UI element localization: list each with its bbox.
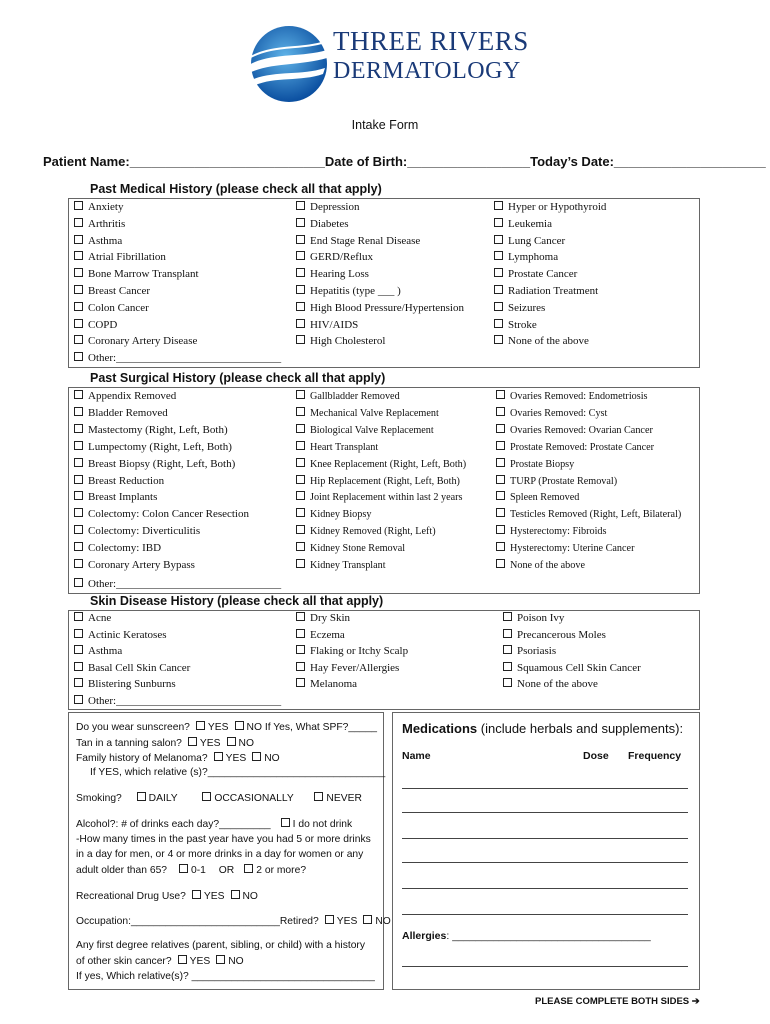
checklist-item-label: Spleen Removed — [510, 492, 580, 504]
checkbox[interactable] — [296, 235, 305, 244]
checklist-item-label: Ovaries Removed: Endometriosis — [510, 391, 648, 402]
checklist-item-label: Blistering Sunburns — [88, 678, 176, 691]
checkbox[interactable] — [74, 441, 83, 450]
med-col-frequency: Frequency — [628, 750, 682, 762]
checkbox[interactable] — [74, 201, 83, 210]
checklist-item-label: None of the above — [517, 678, 598, 691]
checklist-item-label: Hyper or Hypothyroid — [508, 201, 607, 213]
checklist-item-label: Breast Cancer — [88, 285, 150, 297]
checkbox[interactable] — [74, 559, 83, 568]
checkbox[interactable] — [296, 525, 305, 534]
checkbox[interactable] — [74, 662, 83, 671]
checklist-item[interactable] — [496, 475, 617, 487]
checklist-item-label: Mechanical Valve Replacement — [310, 407, 439, 419]
patient-info-line[interactable]: Patient Name:___________________________Date of Birth:_________________Today’s Date:_____________________ — [43, 154, 766, 169]
checklist-item[interactable] — [74, 475, 164, 487]
checklist-item[interactable] — [494, 218, 552, 230]
checklist-item-label: Basal Cell Skin Cancer — [88, 661, 191, 674]
checklist-item[interactable] — [494, 201, 606, 213]
checklist-item-label: Stroke — [508, 318, 537, 331]
checkbox[interactable] — [496, 441, 505, 450]
checklist-item-label: Colectomy: Diverticulitis — [88, 525, 201, 538]
checkbox[interactable] — [74, 352, 83, 361]
binge-line1: -How many times in the past year have you had 5 or more drinks — [76, 834, 371, 845]
checkbox[interactable] — [296, 441, 305, 450]
checkbox[interactable] — [296, 302, 305, 311]
relatives-yes-checkbox[interactable] — [178, 955, 187, 964]
checklist-item[interactable] — [296, 251, 373, 263]
drug-no-checkbox[interactable] — [231, 890, 240, 899]
checklist-item[interactable] — [296, 235, 420, 247]
checklist-item-label: TURP (Prostate Removal) — [510, 475, 618, 487]
checklist-item-label: Hepatitis (type ___ ) — [310, 285, 401, 297]
checklist-item[interactable] — [503, 662, 641, 674]
relatives-no-checkbox[interactable] — [216, 955, 225, 964]
checkbox[interactable] — [296, 407, 305, 416]
checkbox[interactable] — [74, 302, 83, 311]
sunscreen-question: Do you wear sunscreen? YES NO If Yes, What SPF?_____ — [76, 722, 378, 733]
checklist-item-label: Prostate Removed: Prostate Cancer — [510, 441, 655, 453]
drug-question: Recreational Drug Use? YES NO — [76, 891, 258, 902]
checkbox[interactable] — [296, 645, 305, 654]
checkbox[interactable] — [494, 235, 503, 244]
checkbox[interactable] — [494, 201, 503, 210]
checklist-item[interactable] — [496, 491, 579, 503]
checkbox[interactable] — [296, 201, 305, 210]
sunscreen-yes-checkbox[interactable] — [196, 721, 205, 730]
skin-history-title: Skin Disease History (please check all that apply) — [90, 594, 384, 608]
checklist-item-label: Dry Skin — [310, 612, 351, 624]
checklist-item[interactable] — [494, 335, 589, 347]
melanoma-family-question: Family history of Melanoma? YES NO — [76, 753, 280, 764]
checklist-item-label: Diabetes — [310, 217, 349, 230]
checklist-item[interactable] — [496, 458, 574, 470]
checklist-item[interactable] — [74, 645, 122, 657]
checkbox[interactable] — [74, 475, 83, 484]
checklist-item-label: Prostate Cancer — [508, 268, 578, 281]
checkbox[interactable] — [296, 424, 305, 433]
checklist-item[interactable] — [74, 695, 281, 707]
checkbox[interactable] — [503, 629, 512, 638]
binge-line2: in a day for men, or 4 or more drinks in a day for women or any — [76, 849, 364, 860]
checklist-item[interactable] — [296, 475, 460, 487]
checklist-item[interactable] — [296, 458, 466, 470]
checklist-item[interactable] — [296, 302, 464, 314]
checklist-item[interactable] — [494, 302, 545, 314]
checklist-item[interactable] — [296, 441, 378, 453]
checkbox[interactable] — [296, 251, 305, 260]
med-col-name: Name — [402, 750, 431, 762]
checklist-item-label: Coronary Artery Bypass — [88, 559, 195, 571]
checklist-item-label: Actinic Keratoses — [88, 628, 167, 641]
checklist-item-label: Breast Reduction — [88, 474, 165, 487]
checkbox[interactable] — [494, 302, 503, 311]
medication-line[interactable] — [402, 812, 688, 813]
checkbox[interactable] — [494, 251, 503, 260]
checkbox[interactable] — [296, 662, 305, 671]
checklist-item[interactable] — [496, 407, 607, 419]
checklist-item-label: Flaking or Itchy Scalp — [310, 645, 409, 658]
checklist-item[interactable] — [503, 629, 606, 641]
checklist-item[interactable] — [74, 302, 149, 314]
medication-line[interactable] — [402, 914, 688, 915]
tanning-question: Tan in a tanning salon? YES NO — [76, 738, 254, 749]
binge-2more-checkbox[interactable] — [244, 864, 253, 873]
checkbox[interactable] — [296, 629, 305, 638]
checkbox[interactable] — [494, 268, 503, 277]
checkbox[interactable] — [296, 612, 305, 621]
smoking-question: Smoking? DAILY OCCASIONALLY NEVER — [76, 793, 362, 804]
checklist-item[interactable] — [296, 407, 439, 419]
checklist-item-label: Joint Replacement within last 2 years — [310, 492, 463, 504]
checklist-item-label: Asthma — [88, 645, 123, 658]
surgical-history-title: Past Surgical History (please check all that apply) — [90, 371, 386, 385]
retired-no-checkbox[interactable] — [363, 915, 372, 924]
checkbox[interactable] — [74, 390, 83, 399]
medication-line[interactable] — [402, 838, 688, 839]
medication-line[interactable] — [402, 862, 688, 863]
checklist-item[interactable] — [74, 319, 117, 331]
occupation-question: Occupation:__________________________Retired? YES NO — [76, 916, 391, 927]
checklist-item[interactable] — [494, 285, 598, 297]
sunscreen-no-checkbox[interactable] — [235, 721, 244, 730]
checklist-item[interactable] — [296, 319, 358, 331]
checklist-item-label: Colon Cancer — [88, 301, 149, 314]
checklist-item[interactable] — [74, 285, 150, 297]
checklist-item-label: Seizures — [508, 301, 546, 314]
checkbox[interactable] — [494, 218, 503, 227]
no-drink-checkbox[interactable] — [281, 818, 290, 827]
alcohol-question: Alcohol?: # of drinks each day?_________ I do not drink — [76, 819, 353, 830]
checklist-item-label: Melanoma — [310, 678, 358, 691]
checkbox[interactable] — [74, 319, 83, 328]
melanoma-no-checkbox[interactable] — [252, 752, 261, 761]
checklist-item[interactable] — [296, 285, 401, 297]
checklist-item-label: Acne — [88, 612, 112, 624]
checklist-item-label: Knee Replacement (Right, Left, Both) — [310, 458, 467, 470]
checklist-item[interactable] — [494, 251, 558, 263]
medical-history-title: Past Medical History (please check all that apply) — [90, 182, 382, 196]
checklist-item[interactable] — [296, 508, 371, 520]
checkbox[interactable] — [503, 612, 512, 621]
practice-logo — [245, 22, 535, 108]
checklist-item[interactable] — [74, 542, 161, 554]
checklist-item[interactable] — [296, 268, 369, 280]
checkbox[interactable] — [74, 645, 83, 654]
checkbox[interactable] — [296, 559, 305, 568]
checklist-item-label: Mastectomy (Right, Left, Both) — [88, 423, 228, 436]
checkbox[interactable] — [74, 335, 83, 344]
checklist-item[interactable] — [74, 678, 176, 690]
checklist-item-label: Leukemia — [508, 217, 552, 230]
checklist-item[interactable] — [296, 678, 357, 690]
checklist-item-label: Prostate Biopsy — [510, 458, 575, 470]
checklist-item-label: Bone Marrow Transplant — [88, 268, 199, 281]
checklist-item-label: Poison Ivy — [517, 612, 565, 624]
checklist-item-label: High Cholesterol — [310, 335, 386, 348]
checkbox[interactable] — [496, 542, 505, 551]
checklist-item-label: Anxiety — [88, 201, 124, 213]
smoking-never-checkbox[interactable] — [314, 792, 323, 801]
checklist-item-label: Colectomy: Colon Cancer Resection — [88, 508, 249, 521]
checkbox[interactable] — [74, 629, 83, 638]
checklist-item[interactable] — [296, 390, 400, 402]
logo-emblem-icon — [245, 22, 327, 108]
smoking-occasionally-checkbox[interactable] — [202, 792, 211, 801]
logo-text-line2: DERMATOLOGY — [333, 58, 521, 84]
checkbox[interactable] — [74, 578, 83, 587]
checklist-item[interactable] — [74, 424, 228, 436]
checklist-item[interactable] — [496, 508, 681, 520]
checklist-item[interactable] — [74, 268, 199, 280]
checkbox[interactable] — [74, 251, 83, 260]
checklist-item-label: Lung Cancer — [508, 234, 566, 247]
checklist-item-label: Testicles Removed (Right, Left, Bilateral) — [510, 509, 682, 521]
checkbox[interactable] — [74, 612, 83, 621]
checklist-item[interactable] — [74, 491, 157, 503]
surgical-other[interactable]: Other:______________________________ — [74, 578, 281, 590]
checkbox[interactable] — [74, 525, 83, 534]
checkbox[interactable] — [74, 695, 83, 704]
checkbox[interactable] — [296, 542, 305, 551]
checkbox[interactable] — [296, 319, 305, 328]
checklist-item[interactable] — [74, 251, 166, 263]
checklist-item-label: Hearing Loss — [310, 268, 369, 281]
checklist-item-label: Kidney Removed (Right, Left) — [310, 526, 436, 538]
checklist-item-label: Depression — [310, 201, 360, 213]
checklist-item[interactable] — [494, 268, 577, 280]
checklist-item-label: Breast Implants — [88, 491, 158, 504]
binge-01-checkbox[interactable] — [179, 864, 188, 873]
relatives-line2: of other skin cancer? YES NO — [76, 956, 244, 967]
checkbox[interactable] — [74, 268, 83, 277]
med-col-dose: Dose — [583, 750, 609, 762]
checklist-item-label: Eczema — [310, 628, 345, 641]
checklist-item[interactable] — [74, 218, 125, 230]
checklist-item[interactable] — [296, 335, 385, 347]
checklist-item-label: Gallbladder Removed — [310, 391, 400, 402]
checklist-item[interactable] — [74, 629, 167, 641]
checklist-item-label: Colectomy: IBD — [88, 542, 162, 555]
checkbox[interactable] — [74, 458, 83, 467]
checklist-item-label: Kidney Transplant — [310, 560, 386, 571]
relatives-line1: Any first degree relatives (parent, sibling, or child) with a history — [76, 940, 366, 951]
tanning-yes-checkbox[interactable] — [188, 737, 197, 746]
checkbox[interactable] — [494, 285, 503, 294]
checklist-item[interactable] — [296, 424, 434, 436]
checklist-item-label: Ovaries Removed: Ovarian Cancer — [510, 424, 653, 436]
checklist-item[interactable] — [74, 441, 232, 453]
checklist-item-label: Breast Biopsy (Right, Left, Both) — [88, 457, 236, 470]
checklist-item-label: Atrial Fibrillation — [88, 251, 166, 264]
checkbox[interactable] — [74, 218, 83, 227]
checklist-item[interactable] — [296, 662, 399, 674]
form-title: Intake Form — [351, 118, 419, 132]
checklist-item[interactable] — [296, 218, 348, 230]
medication-line[interactable] — [402, 888, 688, 889]
checklist-item[interactable] — [296, 612, 350, 624]
checklist-item[interactable] — [296, 491, 463, 503]
checkbox[interactable] — [74, 407, 83, 416]
checklist-item-label: Arthritis — [88, 217, 126, 230]
checklist-item-label: End Stage Renal Disease — [310, 234, 421, 247]
checkbox[interactable] — [496, 475, 505, 484]
checkbox[interactable] — [296, 390, 305, 399]
retired-yes-checkbox[interactable] — [325, 915, 334, 924]
checkbox[interactable] — [503, 645, 512, 654]
checklist-item[interactable] — [74, 662, 190, 674]
checklist-item-label: Asthma — [88, 234, 123, 247]
checklist-item[interactable] — [296, 542, 405, 554]
relative-field[interactable]: If YES, which relative (s)?_______________________________ — [90, 767, 386, 778]
checklist-item-label: Other:______________________________ — [88, 352, 282, 365]
checklist-item[interactable] — [494, 319, 537, 331]
checkbox[interactable] — [494, 319, 503, 328]
binge-line3: adult older than 65? 0-1 OR 2 or more? — [76, 865, 307, 876]
checklist-item[interactable] — [503, 678, 598, 690]
checklist-item-label: Hysterectomy: Uterine Cancer — [510, 543, 635, 555]
checklist-item-label: None of the above — [510, 560, 585, 571]
checkbox[interactable] — [496, 458, 505, 467]
checklist-item-label: Hip Replacement (Right, Left, Both) — [310, 475, 460, 487]
checkbox[interactable] — [296, 335, 305, 344]
checkbox[interactable] — [296, 458, 305, 467]
checklist-item-label: Radiation Treatment — [508, 285, 599, 297]
footer-note: PLEASE COMPLETE BOTH SIDES ➔ — [535, 996, 700, 1007]
checklist-item-label: Precancerous Moles — [517, 628, 606, 641]
checklist-item[interactable] — [496, 424, 653, 436]
checklist-item[interactable] — [74, 235, 122, 247]
melanoma-yes-checkbox[interactable] — [214, 752, 223, 761]
checklist-item-label: High Blood Pressure/Hypertension — [310, 301, 464, 314]
checklist-item[interactable] — [496, 542, 634, 554]
checkbox[interactable] — [74, 235, 83, 244]
checkbox[interactable] — [496, 390, 505, 399]
checkbox[interactable] — [296, 491, 305, 500]
checklist-item[interactable] — [296, 645, 408, 657]
checkbox[interactable] — [296, 475, 305, 484]
checkbox[interactable] — [503, 678, 512, 687]
checklist-item[interactable] — [296, 525, 436, 537]
checklist-item-label: HIV/AIDS — [310, 318, 359, 331]
checkbox[interactable] — [296, 508, 305, 517]
checkbox[interactable] — [496, 508, 505, 517]
checklist-item[interactable] — [496, 525, 607, 537]
checklist-item-label: Hay Fever/Allergies — [310, 661, 400, 674]
checklist-item[interactable] — [74, 559, 195, 571]
checklist-item[interactable] — [496, 390, 648, 402]
allergies-field[interactable]: Allergies: __________________________________ — [402, 930, 651, 942]
checkbox[interactable] — [74, 491, 83, 500]
checkbox[interactable] — [503, 662, 512, 671]
checklist-item-label: Kidney Stone Removal — [310, 543, 406, 555]
checklist-item-label: Biological Valve Replacement — [310, 424, 434, 436]
checklist-item-label: Other:______________________________ — [88, 695, 282, 707]
checklist-item-label: Lymphoma — [508, 251, 559, 264]
checklist-item[interactable] — [74, 612, 111, 624]
logo-text-line1: THREE RIVERS — [333, 26, 529, 56]
checkbox[interactable] — [496, 525, 505, 534]
checklist-item[interactable] — [74, 525, 200, 537]
checklist-item[interactable] — [503, 645, 556, 657]
checklist-item[interactable] — [74, 352, 281, 364]
checkbox[interactable] — [74, 508, 83, 517]
relatives-line3[interactable]: If yes, Which relative(s)? ________________________________ — [76, 971, 375, 982]
checklist-item[interactable] — [74, 390, 176, 402]
drug-yes-checkbox[interactable] — [192, 890, 201, 899]
checklist-item[interactable] — [74, 201, 123, 213]
checkbox[interactable] — [296, 268, 305, 277]
checklist-item[interactable] — [494, 235, 565, 247]
checkbox[interactable] — [74, 424, 83, 433]
checklist-item-label: Appendix Removed — [88, 390, 177, 402]
checkbox[interactable] — [496, 424, 505, 433]
checklist-item[interactable] — [296, 201, 360, 213]
checklist-item-label: Heart Transplant — [310, 441, 379, 453]
checklist-item[interactable] — [496, 441, 654, 453]
smoking-daily-checkbox[interactable] — [137, 792, 146, 801]
checkbox[interactable] — [496, 559, 505, 568]
checklist-item[interactable] — [74, 335, 197, 347]
checklist-item-label: Psoriasis — [517, 645, 557, 658]
checklist-item[interactable] — [296, 559, 386, 571]
checklist-item[interactable] — [296, 629, 345, 641]
checkbox[interactable] — [74, 678, 83, 687]
checkbox[interactable] — [496, 491, 505, 500]
tanning-no-checkbox[interactable] — [227, 737, 236, 746]
checklist-item[interactable] — [496, 559, 585, 571]
checklist-item-label: Coronary Artery Disease — [88, 335, 198, 348]
checklist-item-label: Squamous Cell Skin Cancer — [517, 661, 641, 674]
checklist-item-label: Lumpectomy (Right, Left, Both) — [88, 440, 232, 453]
medications-heading: Medications (include herbals and supplements): — [402, 721, 684, 736]
allergies-line[interactable] — [402, 966, 688, 967]
checkbox[interactable] — [296, 678, 305, 687]
checklist-item[interactable] — [74, 508, 249, 520]
checklist-item-label: GERD/Reflux — [310, 251, 373, 264]
checklist-item-label: COPD — [88, 318, 118, 331]
medication-line[interactable] — [402, 788, 688, 789]
checkbox[interactable] — [494, 335, 503, 344]
checklist-item-label: Hysterectomy: Fibroids — [510, 526, 607, 538]
checklist-item-label: Ovaries Removed: Cyst — [510, 407, 608, 419]
checklist-item[interactable] — [503, 612, 564, 624]
checkbox[interactable] — [74, 285, 83, 294]
checkbox[interactable] — [74, 542, 83, 551]
checkbox[interactable] — [296, 285, 305, 294]
checklist-item[interactable] — [74, 407, 168, 419]
checklist-item-label: Bladder Removed — [88, 406, 168, 419]
checklist-item[interactable] — [74, 458, 235, 470]
checkbox[interactable] — [496, 407, 505, 416]
checklist-item-label: Kidney Biopsy — [310, 509, 372, 521]
checklist-item-label: None of the above — [508, 335, 589, 348]
checkbox[interactable] — [296, 218, 305, 227]
